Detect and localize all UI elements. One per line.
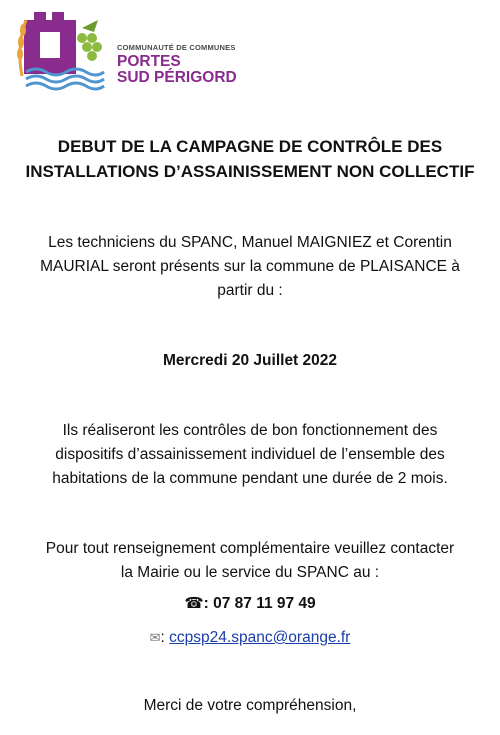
org-logo — [12, 6, 252, 92]
email-link[interactable]: ccpsp24.spanc@orange.fr — [169, 629, 351, 646]
body-line-2: dispositifs d’assainissement individuel de l’ensemble des — [55, 446, 445, 463]
intro-line-1: Les techniciens du SPANC, Manuel MAIGNIEZ et Corentin — [48, 234, 452, 251]
org-type-label: COMMUNAUTÉ DE COMMUNES — [117, 43, 236, 52]
phone-prefix: : — [203, 595, 214, 612]
body-line-1: Ils réaliseront les contrôles de bon fonctionnement des — [62, 422, 438, 439]
org-name-line-1: PORTES — [117, 53, 181, 70]
title-line-1: DEBUT DE LA CAMPAGNE DE CONTRÔLE DES — [57, 137, 443, 156]
title-line-2: INSTALLATIONS D’ASSAINISSEMENT NON COLLECTIF — [25, 162, 475, 181]
intro-line-3: partir du : — [217, 282, 283, 299]
body-paragraph — [0, 419, 500, 491]
logo-emblem — [12, 6, 112, 92]
page-title — [0, 134, 500, 184]
phone-line — [0, 592, 500, 616]
email-prefix: : — [160, 629, 170, 646]
email-line — [0, 626, 500, 650]
contact-paragraph — [0, 537, 500, 585]
org-name — [117, 54, 237, 86]
phone-icon: ☎ — [184, 595, 204, 612]
org-name-line-2: SUD PÉRIGORD — [117, 69, 237, 86]
contact-line-2: la Mairie ou le service du SPANC au : — [120, 564, 380, 581]
intro-paragraph — [0, 231, 500, 303]
contact-line-1: Pour tout renseignement complémentaire veuillez contacter — [45, 540, 455, 557]
start-date: Mercredi 20 Juillet 2022 — [162, 352, 338, 369]
phone-number[interactable]: 07 87 11 97 49 — [213, 595, 316, 612]
closing-text: Merci de votre compréhension, — [143, 697, 357, 714]
envelope-icon: ✉ — [149, 630, 161, 645]
intro-line-2: MAURIAL seront présents sur la commune de PLAISANCE à — [40, 258, 460, 275]
body-line-3: habitations de la commune pendant une durée de 2 mois. — [52, 470, 448, 487]
